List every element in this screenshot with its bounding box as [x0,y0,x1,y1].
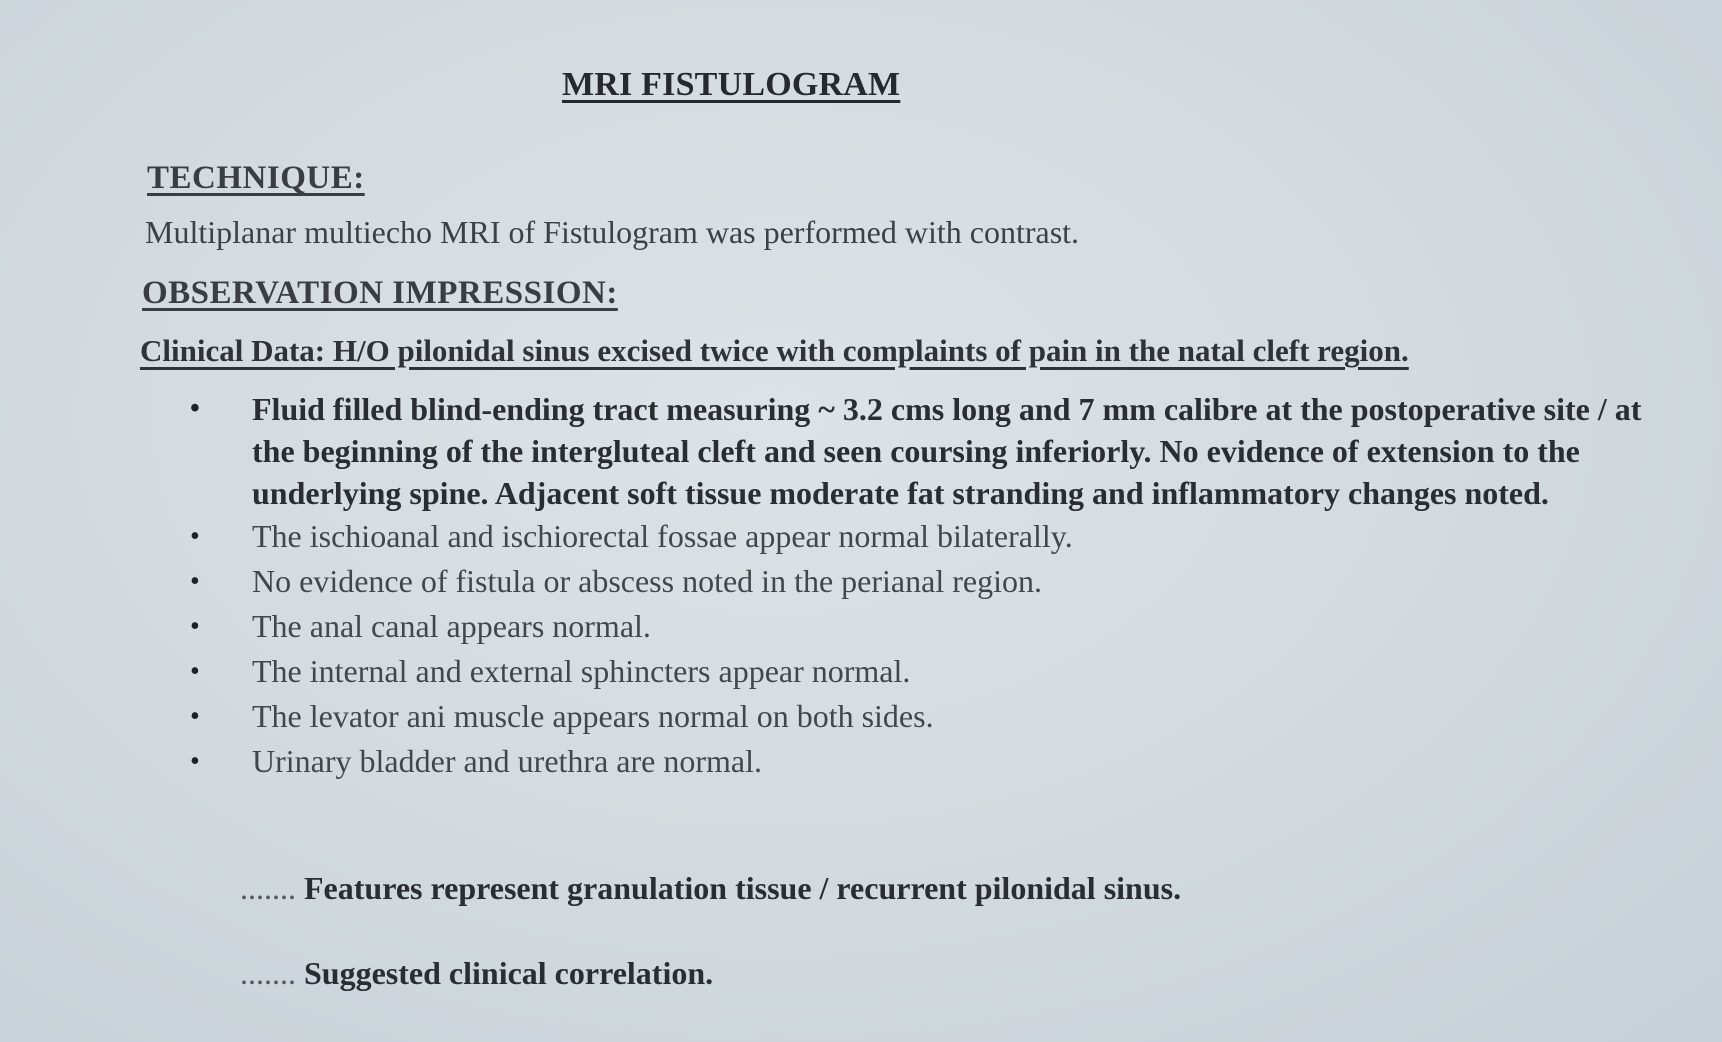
finding-text: The internal and external sphincters appear normal. [252,653,911,689]
bullet-icon: • [190,521,200,552]
finding-item [190,606,1690,647]
finding-text: The levator ani muscle appears normal on both sides. [252,698,934,734]
report-title: MRI FISTULOGRAM [562,66,901,103]
bullet-icon: • [190,656,200,687]
finding-item [190,696,1690,737]
finding-text: Fluid filled blind-ending tract measuring ~ 3.2 cms long and 7 mm calibre at the postoperative site / at the beginning of the intergluteal cleft and seen coursing inferiorly. No evidence of extension to the underlying spine. Adjacent soft tissue moderate fat stranding and inflammatory changes noted. [252,391,1642,511]
finding-text: The anal canal appears normal. [252,608,651,644]
finding-text: No evidence of fistula or abscess noted in the perianal region. [252,563,1042,599]
correlation-note [240,955,713,992]
leader-dots: ....... [240,955,296,991]
finding-item [190,561,1690,602]
finding-item [190,516,1690,557]
bullet-icon: • [190,566,200,597]
technique-heading: TECHNIQUE: [147,160,365,196]
findings-list [190,388,1690,786]
finding-item [190,741,1690,782]
conclusion-text: Suggested clinical correlation. [304,955,714,991]
bullet-icon: • [190,611,200,642]
bullet-icon: • [190,393,200,424]
bullet-icon: • [190,701,200,732]
impression-conclusion [240,870,1181,907]
finding-item [190,651,1690,692]
bullet-icon: • [190,746,200,777]
leader-dots: ....... [240,870,296,906]
finding-item [190,388,1690,514]
conclusion-text: Features represent granulation tissue / recurrent pilonidal sinus. [304,870,1182,906]
clinical-data: Clinical Data: H/O pilonidal sinus excised twice with complaints of pain in the natal cleft region. [140,333,1409,368]
technique-text: Multiplanar multiecho MRI of Fistulogram was performed with contrast. [145,214,1080,250]
finding-text: The ischioanal and ischiorectal fossae appear normal bilaterally. [252,518,1073,554]
finding-text: Urinary bladder and urethra are normal. [252,743,762,779]
observation-heading: OBSERVATION IMPRESSION: [142,275,618,311]
